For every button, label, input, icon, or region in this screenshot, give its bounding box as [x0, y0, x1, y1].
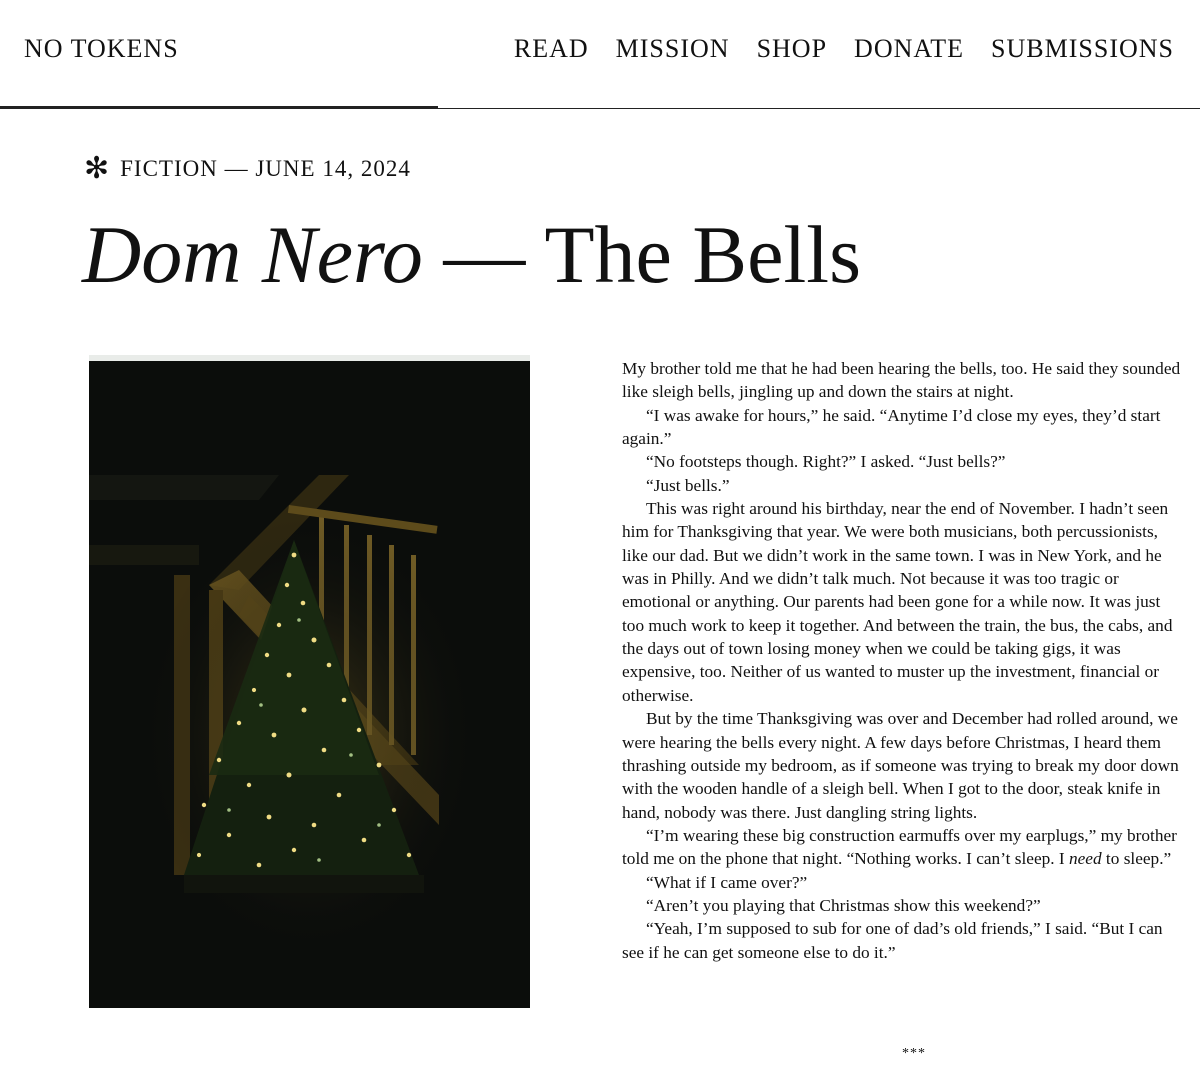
paragraph: “What if I came over?”	[646, 872, 808, 892]
header-divider-accent	[0, 106, 438, 108]
nav-link-mission[interactable]: MISSION	[615, 34, 730, 63]
site-logo-link[interactable]: NO TOKENS	[24, 34, 179, 63]
paragraph: “Aren’t you playing that Christmas show this weekend?”	[646, 895, 1041, 915]
paragraph: “Just bells.”	[646, 475, 730, 495]
nav-link-submissions[interactable]: SUBMISSIONS	[991, 34, 1174, 63]
paragraph-text: “I’m wearing these big construction earmuffs over my earplugs,” my brother told me on the phone that night. “Nothing works. I can’t sleep. I	[622, 825, 1177, 869]
title-story: The Bells	[544, 209, 861, 300]
paragraph: “Yeah, I’m supposed to sub for one of dad’s old friends,” I said. “But I can see if he can get someone else to do it.”	[622, 919, 1163, 962]
paragraph: My brother told me that he had been hearing the bells, too. He said they sounded like sleigh bells, jingling up and down the stairs at night.	[622, 359, 1181, 402]
title-author: Dom Nero	[82, 209, 423, 300]
post-title	[82, 209, 861, 300]
paragraph-text: to sleep.”	[1101, 849, 1172, 869]
paragraph: “I was awake for hours,” he said. “Anytime I’d close my eyes, they’d start again.”	[622, 405, 1161, 449]
section-separator: ***	[902, 1046, 926, 1061]
nav-link-donate[interactable]: DONATE	[854, 34, 965, 63]
nav-link-shop[interactable]: SHOP	[756, 34, 828, 63]
article-body	[622, 357, 1186, 964]
nav-link-read[interactable]: READ	[513, 34, 589, 63]
paragraph	[622, 824, 1186, 871]
paragraph: This was right around his birthday, near the end of November. I hadn’t seen him for Thanksgiving that year. We were both musicians, both percussionists, like our dad. But we didn’t work in the same town. I was in New York, and he was in Philly. And we didn’t talk much. Not because it was too tragic or emotional or anything. Our parents had been gone for a while now. It was just too much work to keep it together. And between the train, the bus, the cabs, and the days out of town losing money when we could be taking gigs, it was expensive, too. Neither of us wanted to muster up the investment, financial or otherwise.	[622, 499, 1173, 705]
top-navigation	[0, 0, 1200, 108]
category-date: FICTION — JUNE 14, 2024	[120, 156, 411, 181]
paragraph: “No footsteps though. Right?” I asked. “Just bells?”	[646, 452, 1006, 472]
emphasis: need	[1068, 849, 1102, 869]
paragraph: But by the time Thanksgiving was over and December had rolled around, we were hearing the bells every night. A few days before Christmas, I heard them thrashing outside my bedroom, as if someone was trying to break my door down with the wooden handle of a sleigh bell. When I got to the door, steak knife in hand, nobody was there. Just dangling string lights.	[622, 709, 1179, 822]
header-divider	[0, 108, 1200, 109]
asterisk-icon: ✻	[84, 152, 111, 185]
main-nav	[514, 34, 1174, 64]
christmas-tree-photo	[89, 355, 530, 1008]
title-dash: —	[443, 209, 526, 300]
post-meta	[84, 154, 411, 184]
